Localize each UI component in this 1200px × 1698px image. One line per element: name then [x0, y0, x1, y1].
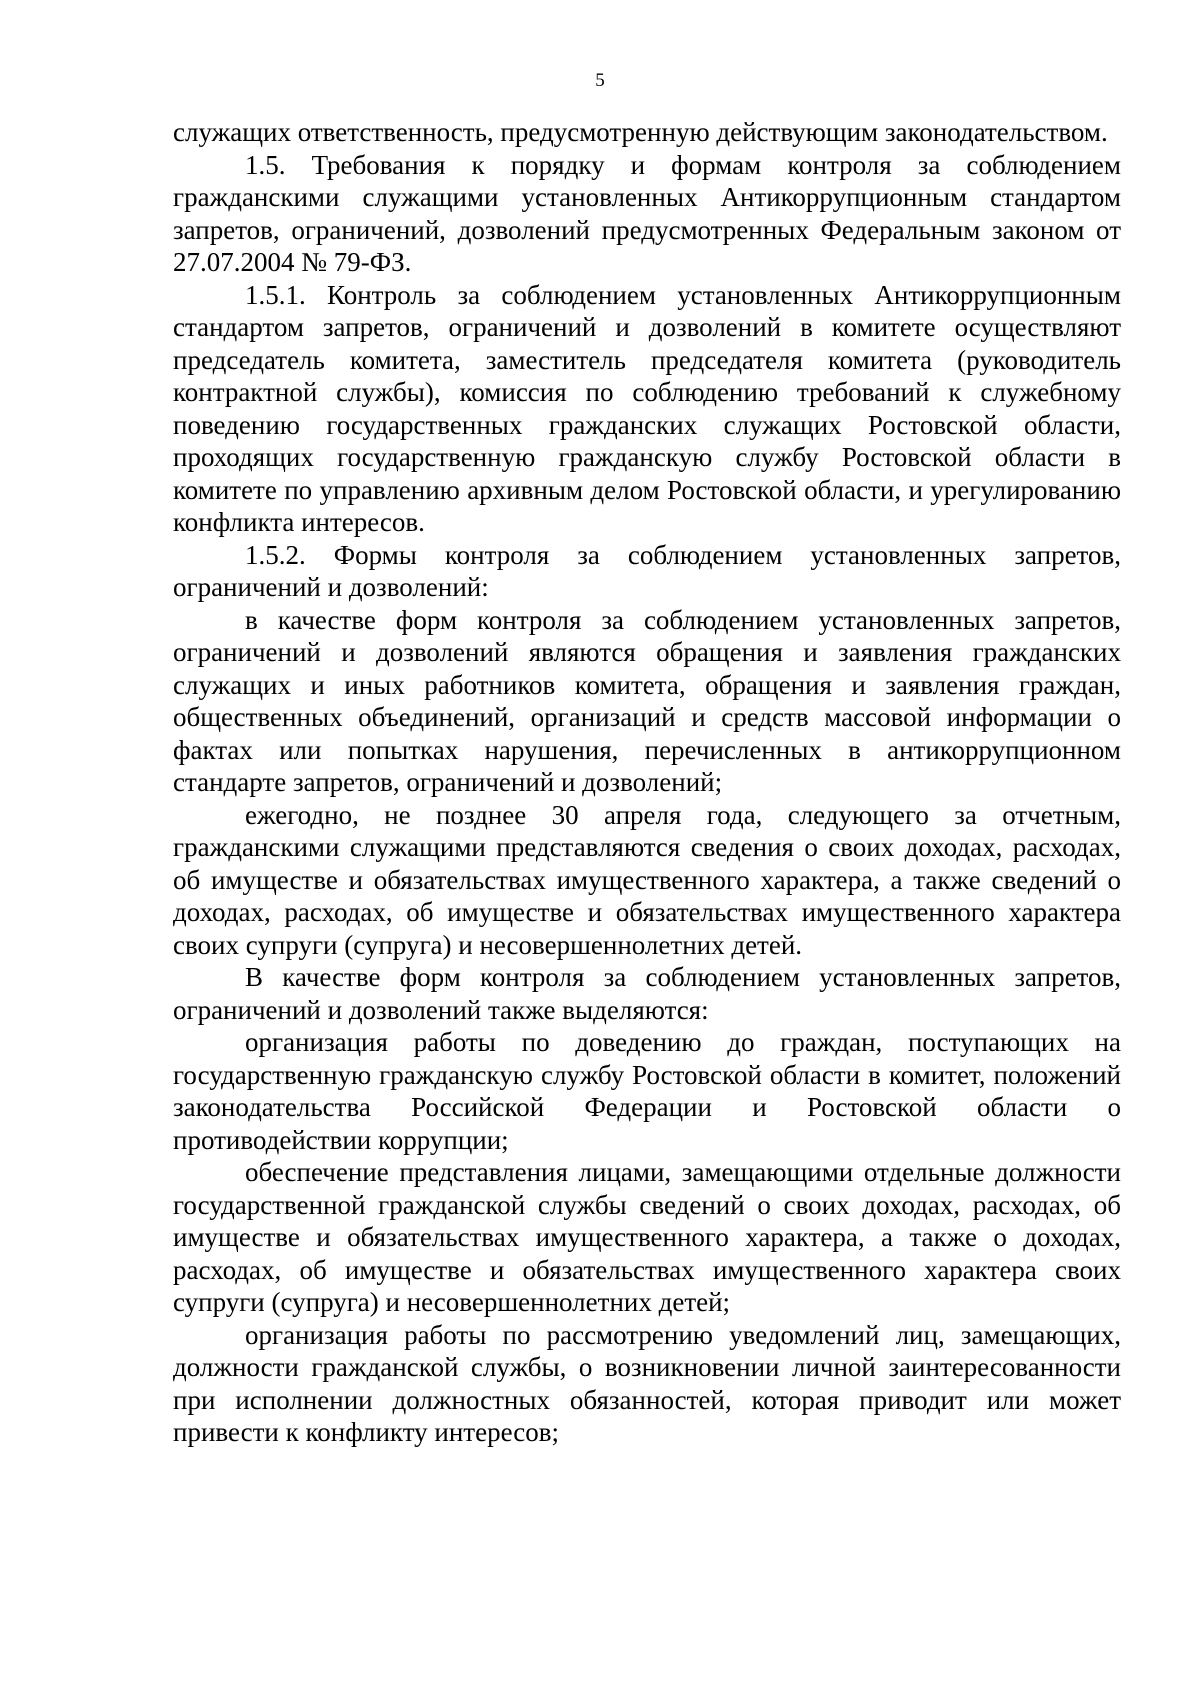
paragraph-informing-citizens: организация работы по доведению до граждан, поступающих на государственную гражданскую службу Ростовской области в комитет, положений законодательства Российской Федерации и Ростовской области о противодействии коррупции;	[173, 1027, 1121, 1155]
paragraph-continuation: служащих ответственность, предусмотренную действующим законодательством.	[173, 117, 1108, 147]
paragraph-additional-forms: В качестве форм контроля за соблюдением установленных запретов, ограничений и дозволений также выделяются:	[173, 962, 1121, 1025]
paragraph-section-1-5-2: 1.5.2. Формы контроля за соблюдением установленных запретов, ограничений и дозволений:	[173, 539, 1121, 602]
paragraph-section-1-5: 1.5. Требования к порядку и формам контроля за соблюдением гражданскими служащими установленных Антикоррупционным стандартом запретов, ограничений, дозволений предусмотренных Федеральным законом от 27.07.2004 № 79-ФЗ.	[173, 149, 1121, 277]
paragraph-section-1-5-1: 1.5.1. Контроль за соблюдением установленных Антикоррупционным стандартом запретов, ограничений и дозволений в комитете осуществляют председатель комитета, заместитель председателя комитета (руководитель контрактной службы), комиссия по соблюдению требований к служебному поведению государственных гражданских служащих Ростовской области, проходящих государственную гражданскую службу Ростовской области в комитете по управлению архивным делом Ростовской области, и урегулированию конфликта интересов.	[173, 279, 1121, 537]
page-number: 5	[595, 70, 605, 91]
paragraph-conflict-notifications: организация работы по рассмотрению уведомлений лиц, замещающих, должности гражданской службы, о возникновении личной заинтересованности при исполнении должностных обязанностей, которая приводит или может привести к конфликту интересов;	[173, 1319, 1121, 1447]
paragraph-control-forms: в качестве форм контроля за соблюдением установленных запретов, ограничений и дозволений являются обращения и заявления гражданских служащих и иных работников комитета, обращения и заявления граждан, общественных объединений, организаций и средств массовой информации о фактах или попытках нарушения, перечисленных в антикоррупционном стандарте запретов, ограничений и дозволений;	[173, 604, 1121, 797]
paragraph-income-disclosure: обеспечение представления лицами, замещающими отдельные должности государственной гражданской службы сведений о своих доходах, расходах, об имуществе и обязательствах имущественного характера, а также о доходах, расходах, об имуществе и обязательствах имущественного характера своих супруги (супруга) и несовершеннолетних детей;	[173, 1157, 1121, 1317]
document-body	[173, 116, 1121, 1449]
paragraph-annual-reporting: ежегодно, не позднее 30 апреля года, следующего за отчетным, гражданскими служащими представляются сведения о своих доходах, расходах, об имуществе и обязательствах имущественного характера, а также сведений о доходах, расходах, об имуществе и обязательствах имущественного характера своих супруги (супруга) и несовершеннолетних детей.	[173, 799, 1121, 960]
